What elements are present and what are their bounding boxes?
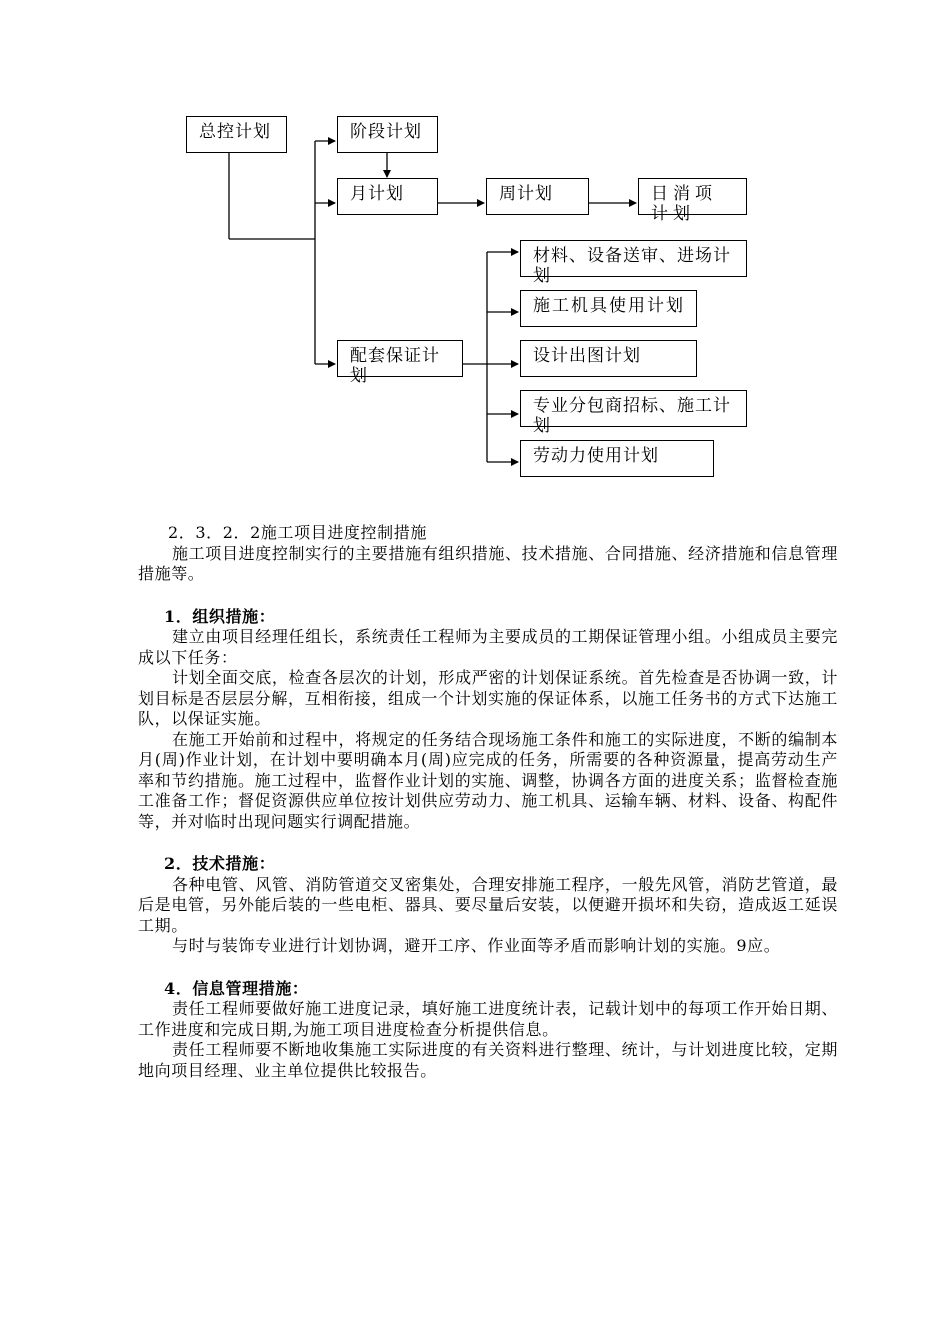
month-plan-box: 月计划 xyxy=(337,178,438,215)
org-paragraph-1: 建立由项目经理任组长，系统责任工程师为主要成员的工期保证管理小组。小组成员主要完成以下任务： xyxy=(138,627,838,667)
material-equipment-plan-box: 材料、设备送审、进场计划 xyxy=(520,240,747,277)
org-paragraph-3: 在施工开始前和过程中，将规定的任务结合现场施工条件和施工的实际进度，不断的编制本月(周)作业计划，在计划中要明确本月(周)应完成的任务，所需要的各种资源量，提高劳动生产率和节约措施。施工过程中，监督作业计划的实施、调整，协调各方面的进度关系；监督检查施工准备工作；督促资源供应单位按计划供应劳动力、施工机具、运输车辆、材料、设备、构配件等，并对临时出现问题实行调配措施。 xyxy=(138,729,838,831)
support-plan-box: 配套保证计划 xyxy=(337,340,463,377)
connector-lines xyxy=(0,0,950,500)
info-paragraph-2: 责任工程师要不断地收集施工实际进度的有关资料进行整理、统计，与计划进度比较，定期地向项目经理、业主单位提供比较报告。 xyxy=(138,1040,838,1080)
machinery-plan-box: 施工机具使用计划 xyxy=(520,290,697,327)
plan-flow-diagram xyxy=(0,0,950,500)
org-measures-heading: 1．组织措施： xyxy=(164,606,276,626)
org-paragraph-2: 计划全面交底，检查各层次的计划，形成严密的计划保证系统。首先检查是否协调一致，计划目标是否层层分解，互相衔接，组成一个计划实施的保证体系，以施工任务书的方式下达施工队，以保证实施。 xyxy=(138,668,838,728)
info-measures-heading: 4．信息管理措施： xyxy=(164,978,309,998)
subcontractor-plan-box: 专业分包商招标、施工计划 xyxy=(520,390,747,427)
tech-measures-heading: 2．技术措施： xyxy=(164,854,276,873)
design-drawing-plan-box: 设计出图计划 xyxy=(520,340,697,377)
stage-plan-box: 阶段计划 xyxy=(337,116,438,153)
intro-paragraph: 施工项目进度控制实行的主要措施有组织措施、技术措施、合同措施、经济措施和信息管理措施等。 xyxy=(138,543,838,583)
info-paragraph-1: 责任工程师要做好施工进度记录，填好施工进度统计表，记载计划中的每项工作开始日期、工作进度和完成日期,为施工项目进度检查分析提供信息。 xyxy=(138,999,838,1039)
master-plan-box: 总控计划 xyxy=(186,116,287,153)
day-plan-box: 日消项计划 xyxy=(638,178,747,215)
tech-paragraph-2: 与时与装饰专业进行计划协调，避开工序、作业面等矛盾而影响计划的实施。9应。 xyxy=(172,936,781,955)
tech-paragraph-1: 各种电管、风管、消防管道交叉密集处，合理安排施工程序，一般先风管，消防艺管道，最后是电管，另外能后装的一些电柜、器具、要尽量后安装，以便避开损坏和失窃，造成返工延误工期。 xyxy=(138,874,838,935)
section-title: 2．3．2．2施工项目进度控制措施 xyxy=(168,523,427,542)
labor-plan-box: 劳动力使用计划 xyxy=(520,440,714,477)
document-body xyxy=(138,523,838,1081)
week-plan-box: 周计划 xyxy=(486,178,589,215)
